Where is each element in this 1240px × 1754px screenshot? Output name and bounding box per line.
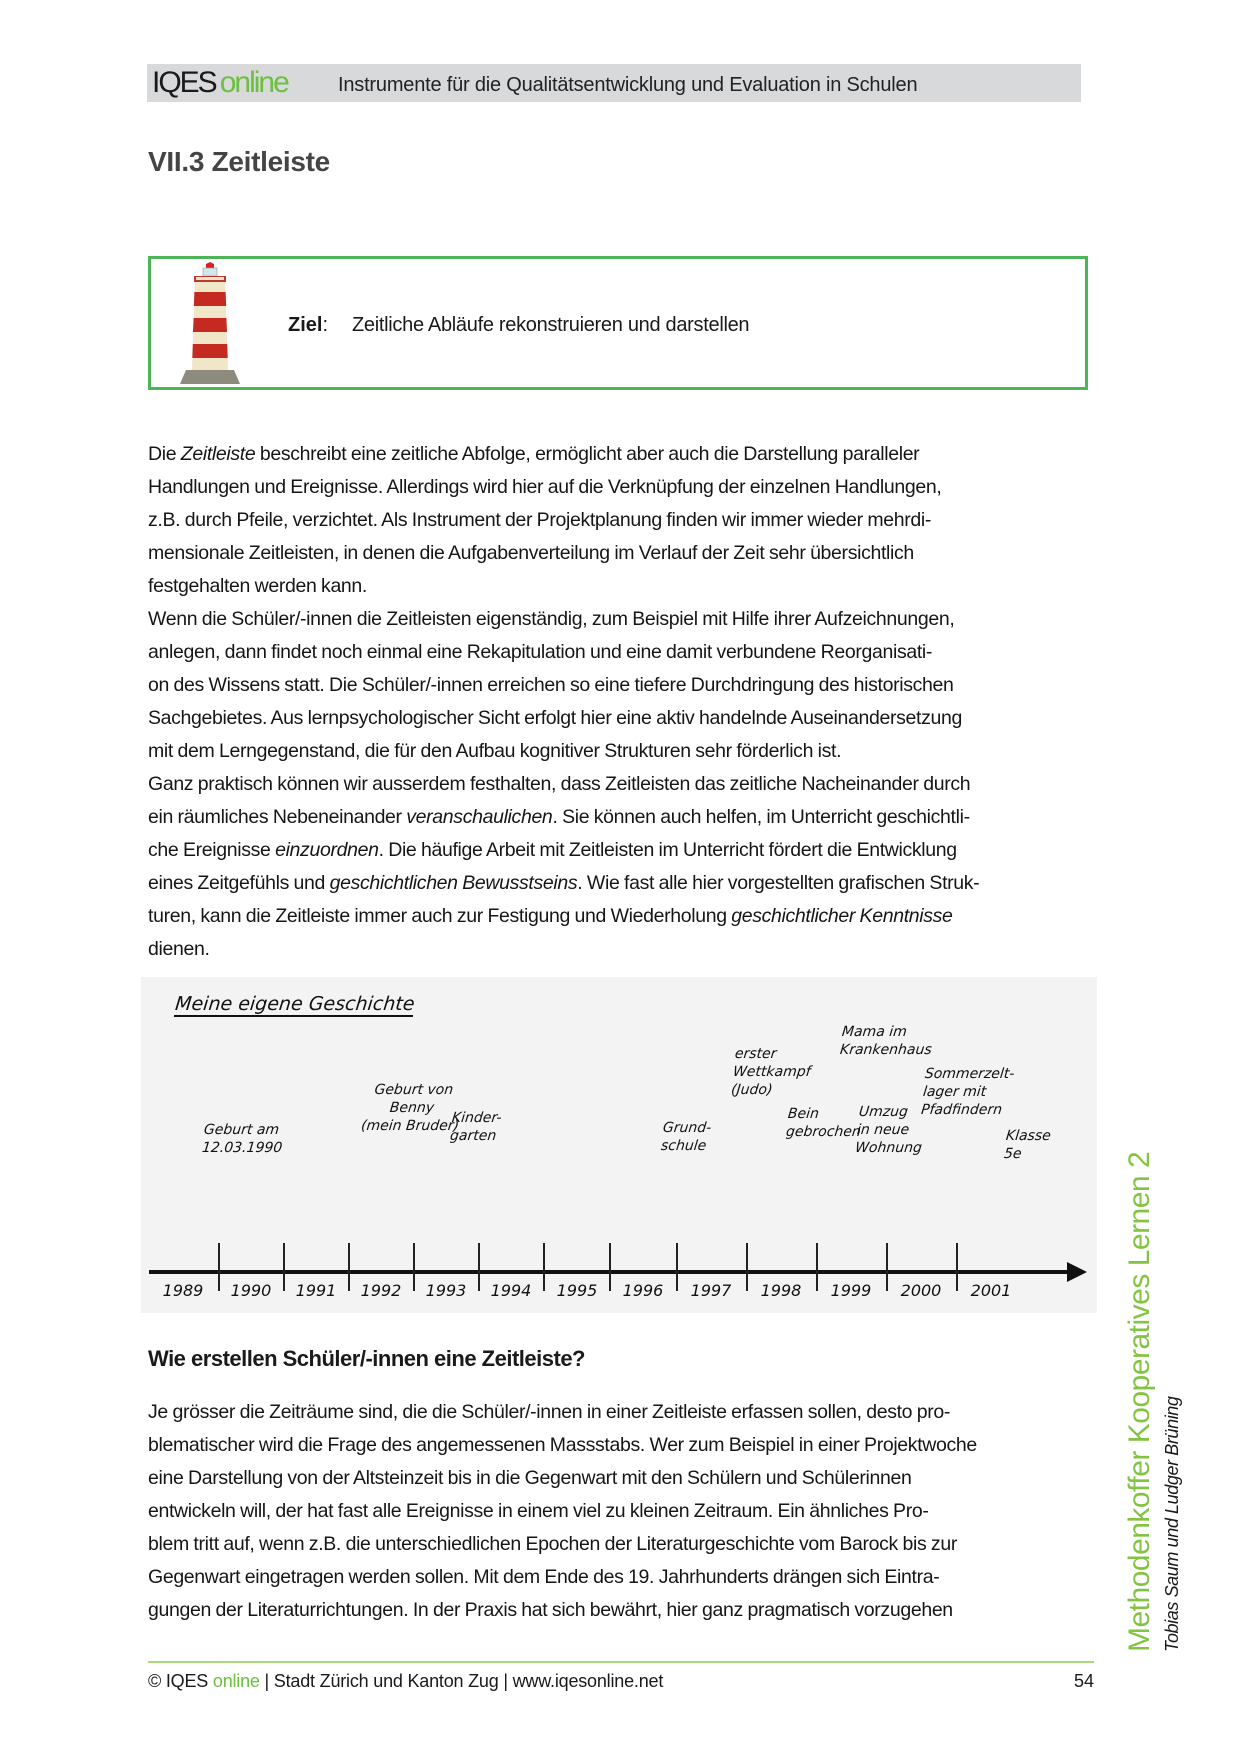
text-line: entwickeln will, der hat fast alle Ereignisse in einem viel zu kleinen Zeitraum. Ein ähnliches Pro-: [148, 1500, 929, 1522]
intro-paragraph: [148, 438, 1088, 966]
vertical-sidebar: [1120, 1040, 1180, 1652]
footer-copyright: © IQES: [148, 1671, 213, 1691]
footer-text: [148, 1671, 663, 1692]
text-line: on des Wissens statt. Die Schüler/-innen erreichen so eine tiefere Durchdringung des historischen: [148, 674, 954, 696]
axis-arrow-icon: [1067, 1262, 1087, 1282]
text-line: eine Darstellung von der Altsteinzeit bis in die Gegenwart mit den Schülern und Schülerinnen: [148, 1467, 912, 1489]
axis-tick: [886, 1243, 888, 1291]
year-label: 2001: [970, 1281, 1012, 1300]
figure-title: Meine eigene Geschichte: [174, 993, 416, 1015]
event-label: erster Wettkampf (Judo): [730, 1046, 812, 1098]
section-subheading: Wie erstellen Schüler/-innen eine Zeitleiste?: [148, 1346, 585, 1371]
text-line: mensionale Zeitleisten, in denen die Aufgabenverteilung im Verlauf der Zeit sehr übersichtlich: [148, 542, 914, 564]
text-line: Die Zeitleiste beschreibt eine zeitliche Abfolge, ermöglicht aber auch die Darstellung paralleler: [148, 443, 920, 465]
second-paragraph: [148, 1396, 1088, 1627]
axis-tick: [413, 1243, 415, 1291]
event-label: Klasse 5e: [1003, 1128, 1052, 1162]
year-label: 1994: [490, 1281, 532, 1300]
timeline-figure: [141, 977, 1097, 1313]
event-label: Grund- schule: [660, 1120, 713, 1154]
text-line: ein räumliches Nebeneinander veranschaulichen. Sie können auch helfen, im Unterricht geschichtli-: [148, 806, 970, 828]
event-label: Geburt von Benny (mein Bruder): [360, 1082, 460, 1134]
event-label: Bein gebrochen: [785, 1106, 862, 1140]
sidebar-title: Methodenkoffer Kooperatives Lernen 2: [1123, 1151, 1156, 1652]
footer-rest: | Stadt Zürich und Kanton Zug | www.iqesonline.net: [259, 1671, 664, 1691]
year-label: 1990: [230, 1281, 272, 1300]
year-label: 1995: [556, 1281, 598, 1300]
page-title: VII.3 Zeitleiste: [148, 146, 330, 177]
footer-brand-accent: online: [212, 1671, 260, 1691]
text-line: Handlungen und Ereignisse. Allerdings wird hier auf die Verknüpfung der einzelnen Handlungen,: [148, 476, 942, 498]
sidebar-authors: Tobias Saum und Ludger Brüning: [1162, 1396, 1182, 1652]
goal-label: [288, 314, 328, 337]
text-line: festgehalten werden kann.: [148, 575, 367, 597]
header-title: Instrumente für die Qualitätsentwicklung und Evaluation in Schulen: [338, 74, 918, 96]
text-line: eines Zeitgefühls und geschichtlichen Bewusstseins. Wie fast alle hier vorgestellten grafischen Struk-: [148, 872, 980, 894]
year-label: 2000: [900, 1281, 942, 1300]
text-line: mit dem Lerngegenstand, die für den Aufbau kognitiver Strukturen sehr förderlich ist.: [148, 740, 842, 762]
event-label: Geburt am 12.03.1990: [201, 1122, 284, 1156]
axis-tick: [218, 1243, 220, 1291]
iqes-logo: [152, 66, 288, 100]
axis-tick: [609, 1243, 611, 1291]
text-line: blematischer wird die Frage des angemessenen Massstabs. Wer zum Beispiel in einer Projektwoche: [148, 1434, 977, 1456]
logo-accent: online: [219, 66, 288, 99]
text-line: anlegen, dann findet noch einmal eine Rekapitulation und eine damit verbundene Reorganisati-: [148, 641, 933, 663]
text-line: Je grösser die Zeiträume sind, die die Schüler/-innen in einer Zeitleiste erfassen sollen, desto pro-: [148, 1401, 950, 1423]
text-line: gungen der Literaturrichtungen. In der Praxis hat sich bewährt, hier ganz pragmatisch vorzugehen: [148, 1599, 953, 1621]
goal-colon: :: [322, 314, 329, 336]
event-label: Umzug in neue Wohnung: [854, 1104, 923, 1156]
text-line: Gegenwart eingetragen werden sollen. Mit dem Ende des 19. Jahrhunderts drängen sich Eintra-: [148, 1566, 940, 1588]
text-line: z.B. durch Pfeile, verzichtet. Als Instrument der Projektplanung finden wir immer wieder mehrdi-: [148, 509, 931, 531]
axis-tick: [348, 1243, 350, 1291]
year-label: 1999: [830, 1281, 872, 1300]
axis-tick: [746, 1243, 748, 1291]
footer-divider: [148, 1661, 1094, 1663]
goal-label-text: Ziel: [288, 314, 323, 336]
year-label: 1998: [760, 1281, 802, 1300]
year-label: 1996: [622, 1281, 664, 1300]
text-line: dienen.: [148, 938, 210, 960]
year-label: 1992: [360, 1281, 402, 1300]
axis-tick: [676, 1243, 678, 1291]
event-label: Kinder- garten: [449, 1110, 503, 1144]
event-label: Mama im Krankenhaus: [839, 1024, 933, 1058]
text-line: Ganz praktisch können wir ausserdem festhalten, dass Zeitleisten das zeitliche Nacheinander durch: [148, 773, 971, 795]
goal-text: Zeitliche Abläufe rekonstruieren und darstellen: [352, 314, 750, 336]
axis-tick: [956, 1243, 958, 1291]
axis-tick: [478, 1243, 480, 1291]
year-label: 1993: [425, 1281, 467, 1300]
year-label: 1989: [162, 1281, 204, 1300]
page-number: 54: [1073, 1671, 1094, 1691]
text-line: Wenn die Schüler/-innen die Zeitleisten eigenständig, zum Beispiel mit Hilfe ihrer Aufzeichnungen,: [148, 608, 955, 630]
event-label: Sommerzelt- lager mit Pfadfindern: [920, 1066, 1016, 1118]
lighthouse-icon: [170, 262, 250, 388]
logo-main: IQES: [152, 66, 216, 99]
year-label: 1991: [295, 1281, 337, 1300]
text-line: blem tritt auf, wenn z.B. die unterschiedlichen Epochen der Literaturgeschichte vom Barock bis zur: [148, 1533, 957, 1555]
text-line: che Ereignisse einzuordnen. Die häufige Arbeit mit Zeitleisten im Unterricht fördert die Entwicklung: [148, 839, 957, 861]
axis-tick: [283, 1243, 285, 1291]
text-line: Sachgebietes. Aus lernpsychologischer Sicht erfolgt hier eine aktiv handelnde Auseinandersetzung: [148, 707, 962, 729]
text-line: turen, kann die Zeitleiste immer auch zur Festigung und Wiederholung geschichtlicher Kenntnisse: [148, 905, 953, 927]
year-label: 1997: [690, 1281, 732, 1300]
axis-tick: [816, 1243, 818, 1291]
axis-tick: [543, 1243, 545, 1291]
